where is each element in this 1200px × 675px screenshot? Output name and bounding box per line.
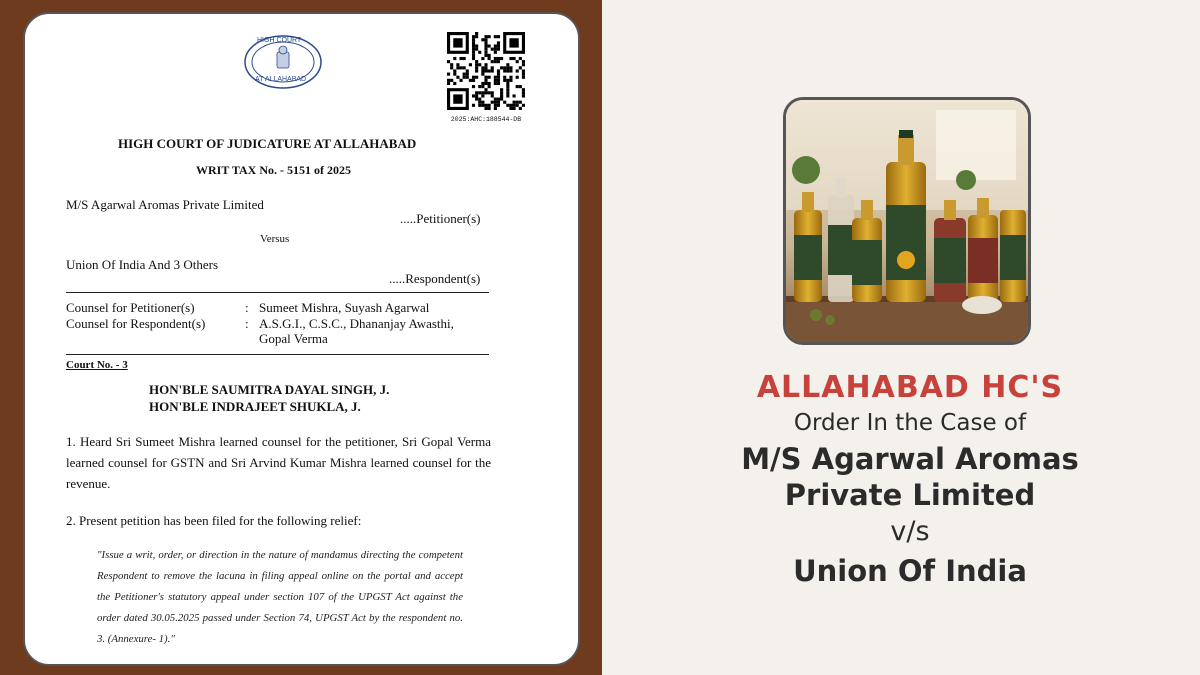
court-order-document [23,12,580,666]
divider-top [66,292,489,293]
petitioner-name: M/S Agarwal Aromas Private Limited [66,197,264,212]
headline-line-2: Order In the Case of [793,410,1027,436]
headline-line-6: Union Of India [793,554,1027,588]
counsel-respondent-sep: : [245,316,249,331]
respondent-name: Union Of India And 3 Others [66,257,219,272]
versus-label: Versus [260,233,290,245]
judge-2: HON'BLE INDRAJEET SHUKLA, J. [149,399,361,414]
qr-caption: 2025:AHC:188544-DB [450,116,522,123]
paragraph-2: 2. Present petition has been filed for the following relief: [66,513,362,528]
counsel-petitioner-value: Sumeet Mishra, Suyash Agarwal [259,300,430,315]
headline-line-4: Private Limited [784,478,1036,512]
counsel-respondent-label: Counsel for Respondent(s) [66,316,206,331]
court-title: HIGH COURT OF JUDICATURE AT ALLAHABAD [118,136,417,151]
oil-bottles-illustration [786,100,1028,342]
counsel-petitioner-sep: : [245,300,249,315]
counsel-respondent-value: A.S.G.I., C.S.C., Dhananjay Awasthi, [259,316,454,331]
counsel-respondent-cont: Gopal Verma [259,331,328,346]
relief-quote: "Issue a writ, order, or direction in the nature of mandamus directing the competent Respondent to remove the lacuna in filing appeal online on the portal and accept the Petitioner's statutory appeal under section 107 of the UPGST Act against the order dated 30.05.2025 passed under Section 74, UPGST Act by the respondent no. 3. (Annexure- 1)." [97,549,463,645]
respondent-role: .....Respondent(s) [389,271,481,286]
petitioner-role: .....Petitioner(s) [400,211,481,226]
oil-bottles-photo [783,97,1031,345]
headline-line-5: v/s [890,516,930,547]
headline-line-1: ALLAHABAD HC'S [756,370,1064,405]
paragraph-1: 1. Heard Sri Sumeet Mishra learned counsel for the petitioner, Sri Gopal Verma learned counsel for GSTN and Sri Arvind Kumar Mishra learned counsel for the revenue. [66,434,491,491]
divider-bottom [66,354,489,355]
court-number: Court No. - 3 [66,359,128,371]
seal-text-bottom: AT ALLAHABAD [255,76,307,83]
seal-text-top: HIGH COURT [257,37,302,44]
qr-code-icon [447,32,525,110]
case-number: WRIT TAX No. - 5151 of 2025 [196,163,352,177]
judge-1: HON'BLE SAUMITRA DAYAL SINGH, J. [149,382,390,397]
counsel-petitioner-label: Counsel for Petitioner(s) [66,300,195,315]
headline-line-3: M/S Agarwal Aromas [741,442,1079,476]
